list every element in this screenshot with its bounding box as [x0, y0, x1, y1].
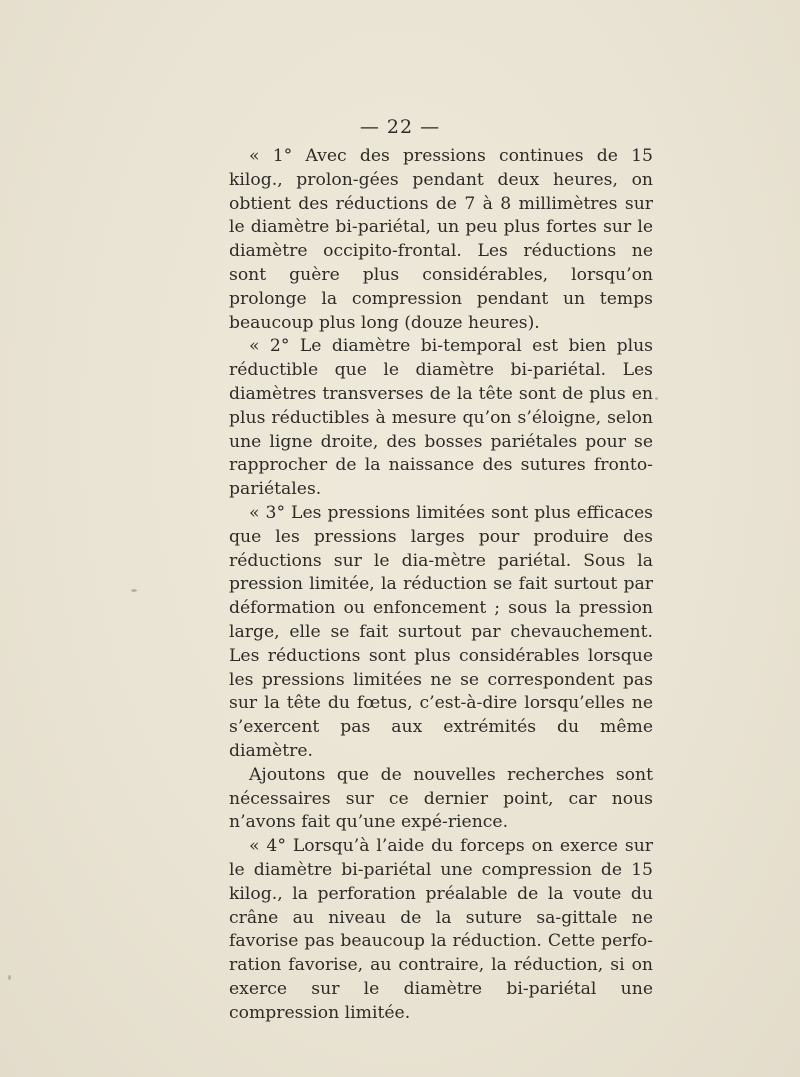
- paragraph-3: « 3° Les pressions limitées sont plus efficaces que les pressions larges pour produire des réductions sur le dia-mètre pariétal. Sous la pression limitée, la réduction se fait surtout par déformation ou enfoncement ; sous la pression large, elle se fait surtout par chevauchement. Les réductions sont plus considérables lorsque les pressions limitées ne se correspondent pas sur la tête du fœtus, c’est-à-dire lorsqu’elles ne s’exercent pas aux extrémités du même diamètre.: [229, 502, 653, 761]
- paper-speck: [8, 975, 11, 980]
- page-number: — 22 —: [359, 116, 441, 138]
- paragraph-5: « 4° Lorsqu’à l’aide du forceps on exerce sur le diamètre bi-pariétal une compression de 15 kilog., la perforation préalable de la voute du crâne au niveau de la suture sa-gittale ne favorise pas beaucoup la réduction. Cette perfo-ration favorise, au contraire, la réduction, si on exerce sur le diamètre bi-pariétal une compression limitée.: [229, 836, 653, 1023]
- paragraph-2: « 2° Le diamètre bi-temporal est bien plus réductible que le diamètre bi-pariétal. Les diamètres transverses de la tête sont de plus en plus réductibles à mesure qu’on s’éloigne, selon une ligne droite, des bosses pariétales pour se rapprocher de la naissance des sutures fronto-pariétales.: [229, 336, 653, 500]
- paper-speck: [131, 589, 137, 592]
- paper-speck: [655, 397, 658, 400]
- body-text: [229, 145, 653, 1025]
- paragraph-4: Ajoutons que de nouvelles recherches sont nécessaires sur ce dernier point, car nous n’avons fait qu’une expé-rience.: [229, 764, 653, 833]
- paragraph-1: « 1° Avec des pressions continues de 15 kilog., prolon-gées pendant deux heures, on obtient des réductions de 7 à 8 millimètres sur le diamètre bi-pariétal, un peu plus fortes sur le diamètre occipito-frontal. Les réductions ne sont guère plus considérables, lorsqu’on prolonge la compression pendant un temps beaucoup plus long (douze heures).: [229, 146, 653, 333]
